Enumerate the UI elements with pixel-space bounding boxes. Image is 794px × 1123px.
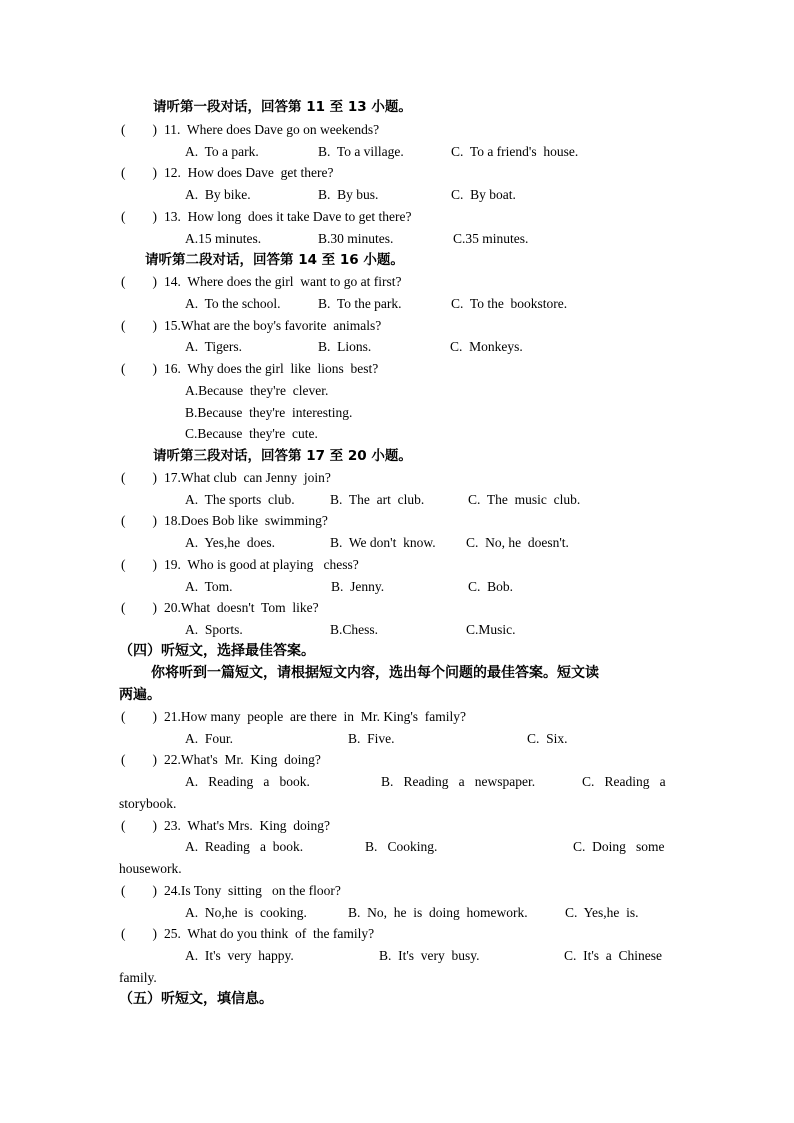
option-21-a: A. Four.: [185, 731, 234, 746]
option-18-a: A. Yes,he does.: [185, 535, 276, 550]
option-19-c: C. Bob.: [468, 579, 514, 594]
question-20: 20.What doesn't Tom like?: [164, 600, 319, 615]
answer-blank-14[interactable]: ( ): [121, 274, 157, 289]
answer-blank-11[interactable]: ( ): [121, 122, 157, 137]
question-14: 14. Where does the girl want to go at first?: [164, 274, 402, 289]
option-12-b: B. By bus.: [318, 187, 379, 202]
question-23: 23. What's Mrs. King doing?: [164, 818, 331, 833]
option-24-b: B. No, he is doing homework.: [348, 905, 528, 920]
question-16: 16. Why does the girl like lions best?: [164, 361, 379, 376]
answer-blank-19[interactable]: ( ): [121, 557, 157, 572]
option-19-b: B. Jenny.: [331, 579, 385, 594]
answer-blank-16[interactable]: ( ): [121, 361, 157, 376]
option-19-a: A. Tom.: [185, 579, 233, 594]
option-11-c: C. To a friend's house.: [451, 144, 579, 159]
option-11-b: B. To a village.: [318, 144, 404, 159]
option-14-a: A. To the school.: [185, 296, 281, 311]
question-15: 15.What are the boy's favorite animals?: [164, 318, 382, 333]
question-22: 22.What's Mr. King doing?: [164, 752, 321, 767]
option-15-b: B. Lions.: [318, 339, 372, 354]
option-16-c: C.Because they're cute.: [185, 426, 318, 441]
option-20-c: C.Music.: [466, 622, 516, 637]
answer-blank-18[interactable]: ( ): [121, 513, 157, 528]
option-17-c: C. The music club.: [468, 492, 581, 507]
answer-blank-25[interactable]: ( ): [121, 926, 157, 941]
option-17-a: A. The sports club.: [185, 492, 295, 507]
section-5-title: （五）听短文，填信息。: [119, 991, 273, 1007]
section-4-instruction: 你将听到一篇短文，请根据短文内容，选出每个问题的最佳答案。短文读: [151, 665, 599, 681]
option-18-b: B. We don't know.: [330, 535, 436, 550]
question-11: 11. Where does Dave go on weekends?: [164, 122, 380, 137]
answer-blank-12[interactable]: ( ): [121, 165, 157, 180]
option-15-a: A. Tigers.: [185, 339, 243, 354]
option-21-b: B. Five.: [348, 731, 395, 746]
option-20-a: A. Sports.: [185, 622, 243, 637]
option-14-b: B. To the park.: [318, 296, 402, 311]
question-25: 25. What do you think of the family?: [164, 926, 375, 941]
question-19: 19. Who is good at playing chess?: [164, 557, 359, 572]
option-13-c: C.35 minutes.: [453, 231, 529, 246]
option-21-c: C. Six.: [527, 731, 568, 746]
option-22-b: B. Reading a newspaper.: [381, 774, 536, 789]
option-23-a: A. Reading a book.: [185, 839, 304, 854]
option-23-c-cont: housework.: [119, 861, 182, 876]
question-24: 24.Is Tony sitting on the floor?: [164, 883, 341, 898]
question-13: 13. How long does it take Dave to get there?: [164, 209, 412, 224]
option-25-b: B. It's very busy.: [379, 948, 480, 963]
listening-header-2: 请听第二段对话，回答第 14 至 16 小题。: [145, 252, 404, 268]
answer-blank-23[interactable]: ( ): [121, 818, 157, 833]
question-18: 18.Does Bob like swimming?: [164, 513, 328, 528]
option-25-c: C. It's a Chinese: [564, 948, 663, 963]
option-25-c-cont: family.: [119, 970, 157, 985]
option-24-c: C. Yes,he is.: [565, 905, 639, 920]
option-11-a: A. To a park.: [185, 144, 259, 159]
answer-blank-17[interactable]: ( ): [121, 470, 157, 485]
option-17-b: B. The art club.: [330, 492, 425, 507]
option-25-a: A. It's very happy.: [185, 948, 294, 963]
option-15-c: C. Monkeys.: [450, 339, 523, 354]
option-13-a: A.15 minutes.: [185, 231, 262, 246]
option-23-b: B. Cooking.: [365, 839, 438, 854]
option-14-c: C. To the bookstore.: [451, 296, 568, 311]
option-16-b: B.Because they're interesting.: [185, 405, 353, 420]
question-21: 21.How many people are there in Mr. King's family?: [164, 709, 466, 724]
answer-blank-20[interactable]: ( ): [121, 600, 157, 615]
option-24-a: A. No,he is cooking.: [185, 905, 307, 920]
answer-blank-13[interactable]: ( ): [121, 209, 157, 224]
option-12-a: A. By bike.: [185, 187, 251, 202]
option-20-b: B.Chess.: [330, 622, 379, 637]
listening-header-3: 请听第三段对话，回答第 17 至 20 小题。: [153, 448, 412, 464]
answer-blank-24[interactable]: ( ): [121, 883, 157, 898]
option-22-c: C. Reading a: [582, 774, 666, 789]
answer-blank-21[interactable]: ( ): [121, 709, 157, 724]
option-22-a: A. Reading a book.: [185, 774, 310, 789]
option-18-c: C. No, he doesn't.: [466, 535, 569, 550]
option-16-a: A.Because they're clever.: [185, 383, 329, 398]
answer-blank-22[interactable]: ( ): [121, 752, 157, 767]
option-22-c-cont: storybook.: [119, 796, 177, 811]
section-4-title: （四）听短文，选择最佳答案。: [119, 643, 315, 659]
listening-header-1: 请听第一段对话，回答第 11 至 13 小题。: [153, 99, 412, 115]
question-12: 12. How does Dave get there?: [164, 165, 334, 180]
option-12-c: C. By boat.: [451, 187, 516, 202]
answer-blank-15[interactable]: ( ): [121, 318, 157, 333]
section-4-instruction-cont: 两遍。: [119, 687, 161, 703]
option-23-c: C. Doing some: [573, 839, 665, 854]
question-17: 17.What club can Jenny join?: [164, 470, 331, 485]
option-13-b: B.30 minutes.: [318, 231, 394, 246]
